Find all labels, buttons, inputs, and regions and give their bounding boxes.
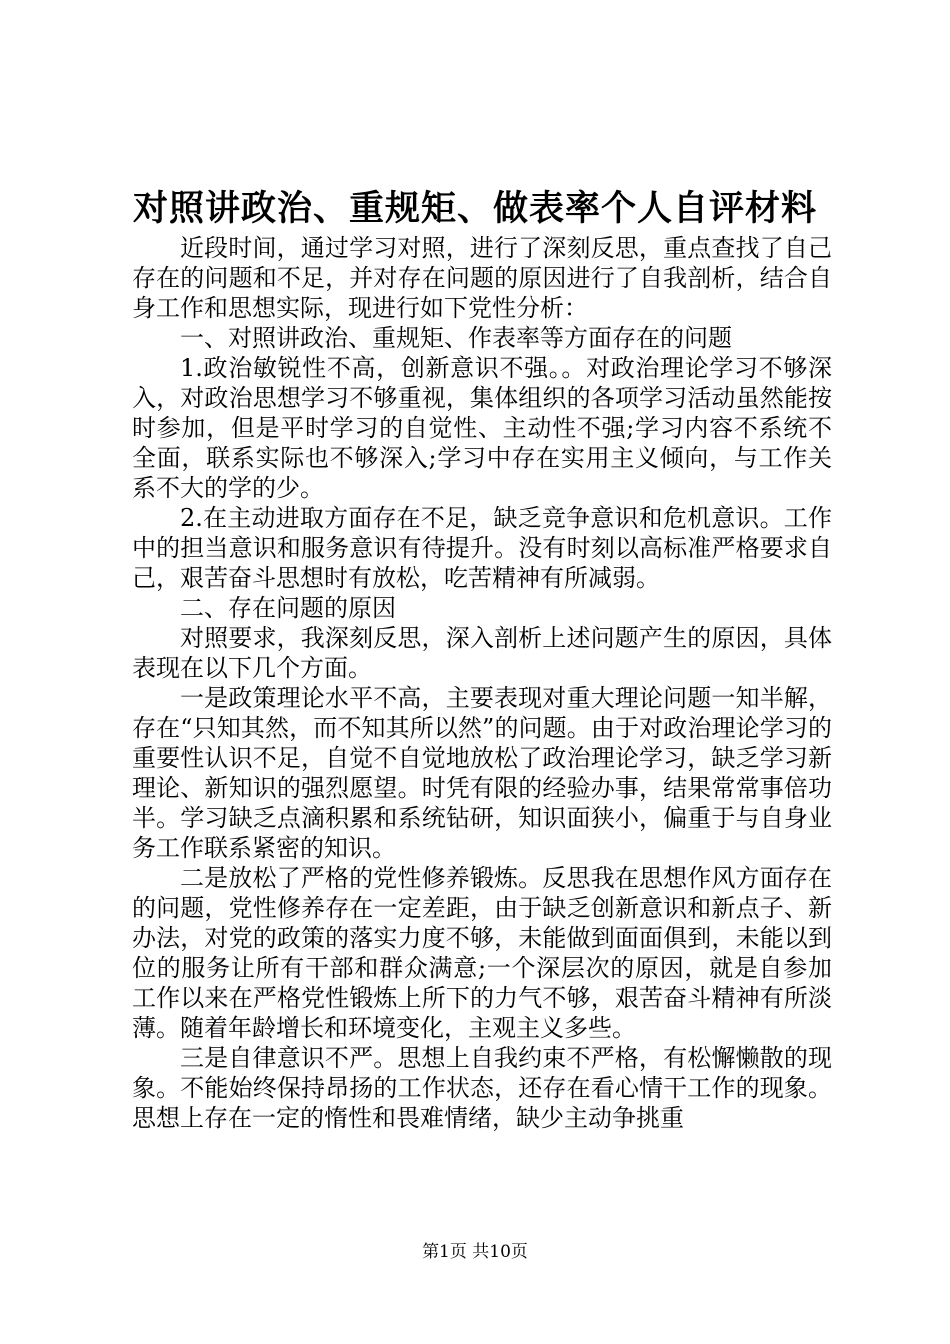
document-title: 对照讲政治、重规矩、做表率个人自评材料: [132, 188, 817, 229]
paragraph-cause-1: 一是政策理论水平不高，主要表现对重大理论问题一知半解，存在“只知其然，而不知其所以然”的问题。由于对政治理论学习的重要性认识不足，自觉不自觉地放松了政治理论学习，缺乏学习新理论、新知识的强烈愿望。时凭有限的经验办事，结果常常事倍功半。学习缺乏点滴积累和系统钻研，知识面狭小，偏重于与自身业务工作联系紧密的知识。: [132, 684, 832, 862]
paragraph-problem-1: 1.政治敏锐性不高，创新意识不强。。对政治理论学习不够深入，对政治思想学习不够重视，集体组织的各项学习活动虽然能按时参加，但是平时学习的自觉性、主动性不强;学习内容不系统不全面，联系实际也不够深入;学习中存在实用主义倾向，与工作关系不大的学的少。: [132, 354, 832, 502]
section-heading-problems: 一、对照讲政治、重规矩、作表率等方面存在的问题: [180, 324, 732, 352]
paragraph-cause-3: 三是自律意识不严。思想上自我约束不严格，有松懈懒散的现象。不能始终保持昂扬的工作状态，还存在看心情干工作的现象。思想上存在一定的惰性和畏难情绪，缺少主动争挑重: [132, 1044, 832, 1132]
page-number-footer: 第1页 共10页: [422, 1242, 528, 1262]
paragraph-problem-2: 2.在主动进取方面存在不足，缺乏竞争意识和危机意识。工作中的担当意识和服务意识有待提升。没有时刻以高标准严格要求自己，艰苦奋斗思想时有放松，吃苦精神有所减弱。: [132, 504, 832, 592]
section-heading-causes: 二、存在问题的原因: [180, 594, 396, 622]
paragraph-causes-intro: 对照要求，我深刻反思，深入剖析上述问题产生的原因，具体表现在以下几个方面。: [132, 624, 832, 682]
paragraph-intro: 近段时间，通过学习对照，进行了深刻反思，重点查找了自己存在的问题和不足，并对存在问题的原因进行了自我剖析，结合自身工作和思想实际，现进行如下党性分析：: [132, 234, 832, 322]
paragraph-cause-2: 二是放松了严格的党性修养锻炼。反思我在思想作风方面存在的问题，党性修养存在一定差距，由于缺乏创新意识和新点子、新办法，对党的政策的落实力度不够，未能做到面面俱到，未能以到位的服务让所有干部和群众满意;一个深层次的原因，就是自参加工作以来在严格党性锻炼上所下的力气不够，艰苦奋斗精神有所淡薄。随着年龄增长和环境变化，主观主义多些。: [132, 864, 832, 1042]
document-body: [132, 233, 832, 1133]
